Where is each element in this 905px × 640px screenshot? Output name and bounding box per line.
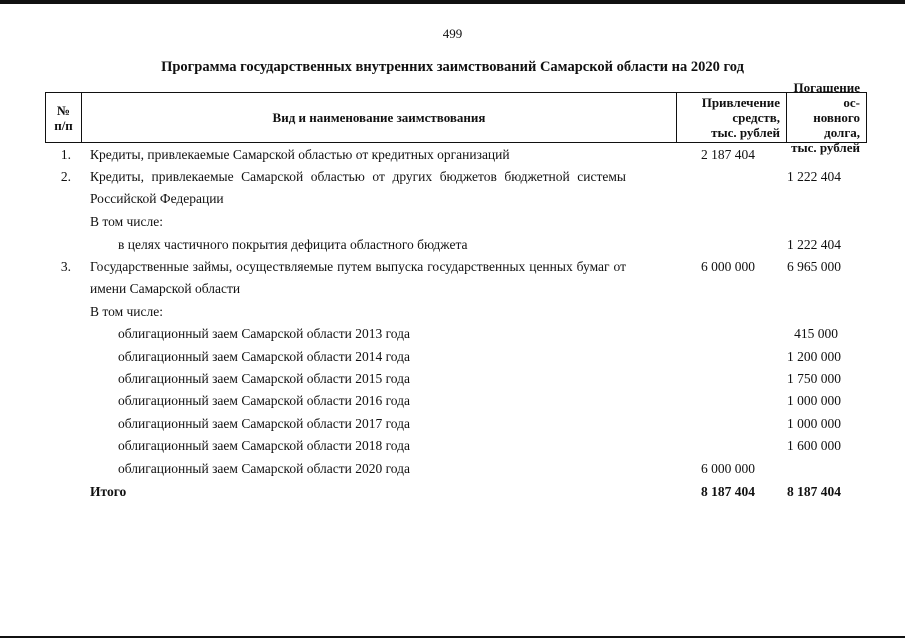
- header-num: № п/п: [45, 93, 82, 142]
- row-repay: 1 200 000: [787, 349, 841, 364]
- row-repay: 6 965 000: [787, 259, 841, 274]
- row-num: 1.: [60, 147, 71, 162]
- table-row: [45, 435, 867, 457]
- header-attract: Привлечение средств, тыс. рублей: [677, 93, 787, 142]
- table-row: [45, 233, 867, 256]
- row-name: облигационный заем Самарской области 2013 года: [118, 326, 411, 341]
- top-rule: [0, 0, 905, 4]
- table-row: [45, 166, 867, 211]
- row-attract: 6 000 000: [701, 461, 755, 476]
- row-name: В том числе:: [90, 214, 163, 229]
- table-row: [45, 412, 867, 435]
- table-body: [45, 144, 867, 503]
- total-attract: 8 187 404: [701, 484, 755, 499]
- row-name: облигационный заем Самарской области 2016 года: [118, 393, 411, 408]
- total-row: [45, 480, 867, 503]
- table-row: [45, 345, 867, 368]
- row-name: В том числе:: [90, 304, 163, 319]
- row-repay: 1 750 000: [787, 371, 841, 386]
- row-repay: 1 222 404: [787, 169, 841, 184]
- table-row: [45, 256, 867, 301]
- row-repay: 1 600 000: [787, 438, 841, 453]
- page-title: Программа государственных внутренних заимствований Самарской области на 2020 год: [161, 59, 744, 75]
- table-row: [45, 323, 867, 345]
- page-number: 499: [442, 26, 463, 41]
- table-row: [45, 368, 867, 390]
- row-num: 2.: [60, 169, 71, 184]
- table-row: [45, 390, 867, 412]
- row-attract: 2 187 404: [701, 147, 755, 162]
- row-name: облигационный заем Самарской области 2018 года: [118, 438, 411, 453]
- row-name: в целях частичного покрытия дефицита областного бюджета: [118, 237, 468, 252]
- total-label: Итого: [90, 484, 127, 499]
- row-repay: 1 000 000: [787, 416, 841, 431]
- row-attract: 6 000 000: [701, 259, 755, 274]
- total-repay: 8 187 404: [787, 484, 841, 499]
- table-row: [45, 211, 867, 233]
- bottom-rule: [0, 636, 905, 638]
- row-repay: 1 222 404: [787, 237, 841, 252]
- row-name: облигационный заем Самарской области 2014 года: [118, 349, 411, 364]
- table-row: [45, 301, 867, 323]
- row-name: Государственные займы, осуществляемые путем выпуска государственных ценных бумаг от имени Самарской области: [90, 259, 626, 296]
- row-repay: 415 000: [794, 326, 838, 341]
- header-name: Вид и наименование заимствования: [82, 93, 677, 142]
- header-repay: Погашение ос- новного долга, тыс. рублей: [787, 93, 867, 142]
- table-row: [45, 144, 867, 166]
- table-row: [45, 457, 867, 480]
- row-name: облигационный заем Самарской области 2015 года: [118, 371, 411, 386]
- row-name: Кредиты, привлекаемые Самарской областью от других бюджетов бюджетной системы Российской Федерации: [90, 169, 626, 206]
- row-name: Кредиты, привлекаемые Самарской областью от кредитных организаций: [90, 147, 510, 162]
- row-num: 3.: [60, 259, 71, 274]
- row-name: облигационный заем Самарской области 2017 года: [118, 416, 411, 431]
- row-repay: 1 000 000: [787, 393, 841, 408]
- row-name: облигационный заем Самарской области 2020 года: [118, 461, 411, 476]
